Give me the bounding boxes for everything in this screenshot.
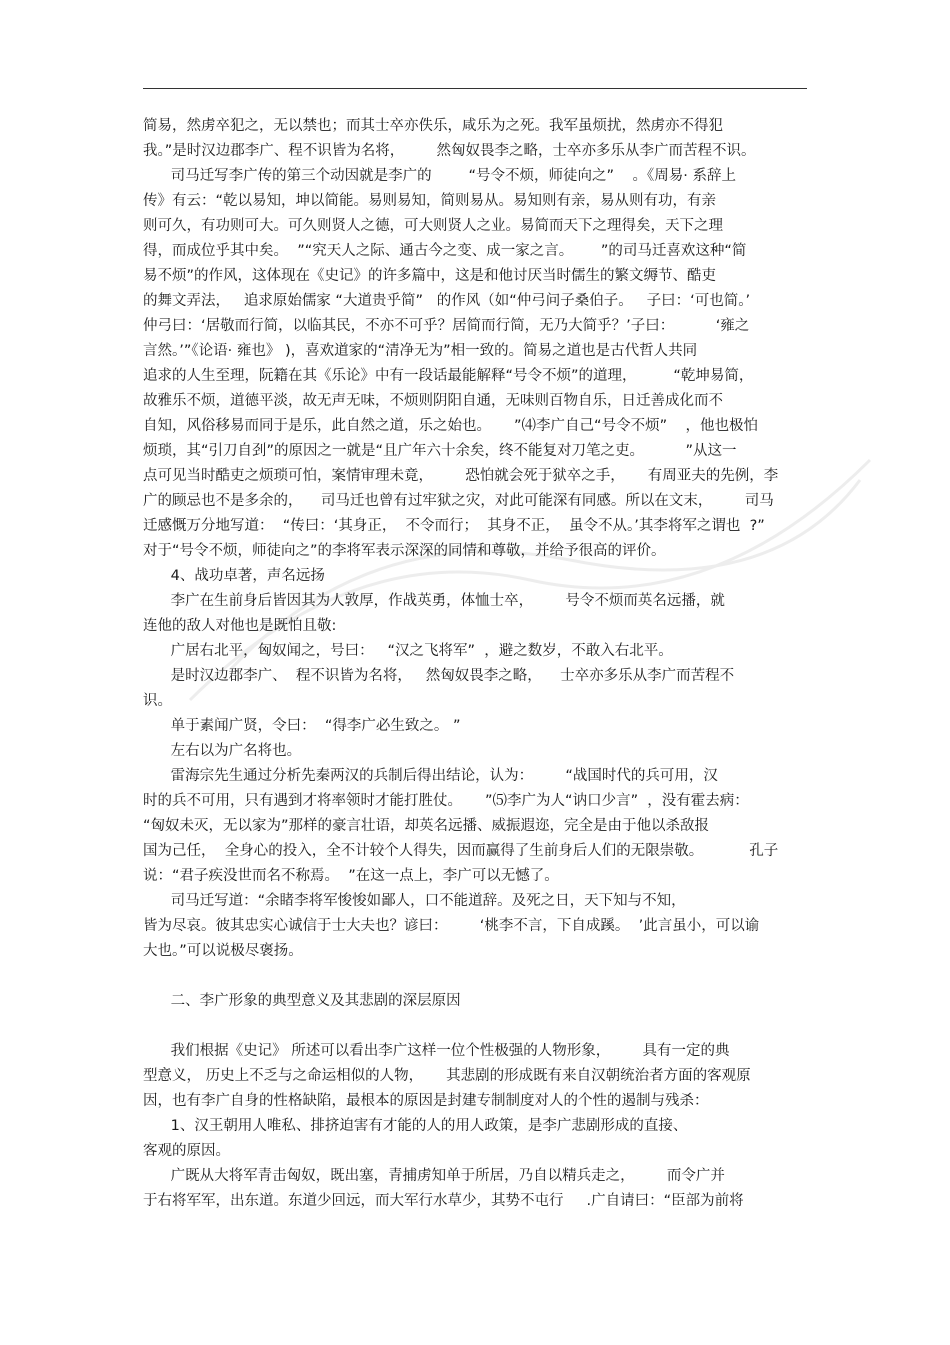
text-line: 我们根据《史记》 所述可以看出李广这样一位个性极强的人物形象， 具有一定的典 <box>143 1043 730 1059</box>
text-line: 自知，风俗移易而同于是乐，此自然之道，乐之始也。 ”⑷李广自己“号令不烦” ，他也极怕 <box>143 418 759 434</box>
text-line: 追求的人生至理，阮籍在其《乐论》中有一段话最能解释“号令不烦”的道理， “乾坤易简， <box>143 368 754 384</box>
text-line: 仲弓曰：‘居敬而行简，以临其民，不亦不可乎？居简而行简，无乃大简乎？’子曰： ‘雍之 <box>143 318 750 334</box>
text-line: 我。”是时汉边郡李广、程不识皆为名将， 然匈奴畏李之略，士卒亦多乐从李广而苦程不识。 <box>143 143 756 159</box>
text-line: 是时汉边郡李广、 程不识皆为名将， 然匈奴畏李之略， 士卒亦多乐从李广而苦程不 <box>143 668 735 684</box>
text-line: 国为己任， 全身心的投入，全不计较个人得失，因而赢得了生前身后人们的无限崇敬。 孔子 <box>143 843 779 859</box>
text-line: 说：“君子疾没世而名不称焉。 ”在这一点上，李广可以无憾了。 <box>143 868 559 884</box>
text-line: 点可见当时酷吏之烦琐可怕，案情审理未竟， 恐怕就会死于狱卒之手， 有周亚夫的先例，李 <box>143 468 779 484</box>
text-line: 司马迁写李广传的第三个动因就是李广的 “号令不烦，师徒向之” 。《周易· 系辞上 <box>143 168 736 184</box>
text-line: 则可久，有功则可大。可久则贤人之德，可大则贤人之业。易简而天下之理得矣，天下之理 <box>143 218 723 234</box>
text-line: 客观的原因。 <box>143 1143 230 1159</box>
text-line: 得，而成位乎其中矣。 ”“究天人之际、通古今之变、成一家之言。 ”的司马迁喜欢这种“简 <box>143 243 747 259</box>
text-line: 型意义， 历史上不乏与之命运相似的人物， 其悲剧的形成既有来自汉朝统治者方面的客观原 <box>143 1068 751 1084</box>
text-line: 易不烦”的作风，这体现在《史记》的许多篇中，这是和他讨厌当时儒生的繁文缛节、酷吏 <box>143 268 717 284</box>
document-body <box>143 114 807 1214</box>
text-line: 4、战功卓著，声名远扬 <box>143 568 325 584</box>
text-line <box>143 964 807 989</box>
text-line: 时的兵不可用，只有遇到才将率领时才能打胜仗。 ”⑸李广为人“讷口少言” ，没有霍去病： <box>143 793 749 809</box>
text-line: 迁感慨万分地写道： “传曰：‘其身正， 不令而行； 其身不正， 虽令不从。’其李将军之谓也 ?” <box>143 518 765 534</box>
text-line: 识。 <box>143 693 172 709</box>
text-line: 烦琐，其“引刀自刭”的原因之一就是“且广年六十余矣，终不能复对刀笔之吏。 ”从这一 <box>143 443 737 459</box>
text-line: 左右以为广名将也。 <box>143 743 302 759</box>
text-line: “匈奴未灭，无以家为”那样的豪言壮语，却英名远播、威振遐迩，完全是由于他以杀敌报 <box>143 818 710 834</box>
text-line: 简易，然虏卒犯之，无以禁也；而其士卒亦佚乐，咸乐为之死。我军虽烦扰，然虏亦不得犯 <box>143 118 723 134</box>
text-line: 传》有云：“乾以易知，坤以简能。易则易知，简则易从。易知则有亲，易从则有功，有亲 <box>143 193 717 209</box>
text-line: 广的顾忌也不是多余的， 司马迁也曾有过牢狱之灾，对此可能深有同感。所以在文末， 司马 <box>143 493 774 509</box>
text-line: 大也。”可以说极尽褒扬。 <box>143 943 303 959</box>
text-line: 连他的敌人对他也是既怕且敬: <box>143 618 337 634</box>
text-line: 雷海宗先生通过分析先秦两汉的兵制后得出结论，认为： “战国时代的兵可用，汉 <box>143 768 718 784</box>
text-line: 的舞文弄法， 追求原始儒家 “大道贵乎简” 的作风（如“仲弓问子桑伯子。 子曰：‘可也简。’ <box>143 293 751 309</box>
text-line: 司马迁写道：“余睹李将军悛悛如鄙人，口不能道辞。及死之日，天下知与不知， <box>143 893 686 909</box>
text-line: 因，也有李广自身的性格缺陷，最根本的原因是封建专制制度对人的个性的遏制与残杀： <box>143 1093 709 1109</box>
text-line: 故雅乐不烦，道德平淡，故无声无味，不烦则阴阳自通，无味则百物自乐，日迁善成化而不 <box>143 393 723 409</box>
text-line: 皆为尽哀。彼其忠实心诚信于士大夫也？谚曰： ‘桃李不言，下自成蹊。 ’此言虽小，可以谕 <box>143 918 760 934</box>
header-rule <box>143 88 807 89</box>
text-line: 于右将军军，出东道。东道少回远，而大军行水草少，其势不屯行 .广自请曰：“臣部为前将 <box>143 1193 744 1209</box>
text-line: 言然。’”《论语· 雍也》 )，喜欢道家的“清净无为”相一致的。简易之道也是古代哲人共同 <box>143 343 698 359</box>
text-line: 单于素闻广贤，令曰： “得李广必生致之。 ” <box>143 718 461 734</box>
text-line: 李广在生前身后皆因其为人敦厚，作战英勇，体恤士卒， 号令不烦而英名远播，就 <box>143 593 725 609</box>
text-line: 1、汉王朝用人唯私、排挤迫害有才能的人的用人政策，是李广悲剧形成的直接、 <box>143 1118 688 1134</box>
text-line: 广居右北平，匈奴闻之，号曰： “汉之飞将军” ，避之数岁，不敢入右北平。 <box>143 643 673 659</box>
text-line: 广既从大将军青击匈奴，既出塞，青捕虏知单于所居，乃自以精兵走之， 而令广并 <box>143 1168 725 1184</box>
text-line <box>143 1014 807 1039</box>
text-line: 对于“号令不烦，师徒向之”的李将军表示深深的同情和尊敬，并给予很高的评价。 <box>143 543 666 559</box>
text-line: 二、李广形象的典型意义及其悲剧的深层原因 <box>143 993 461 1009</box>
